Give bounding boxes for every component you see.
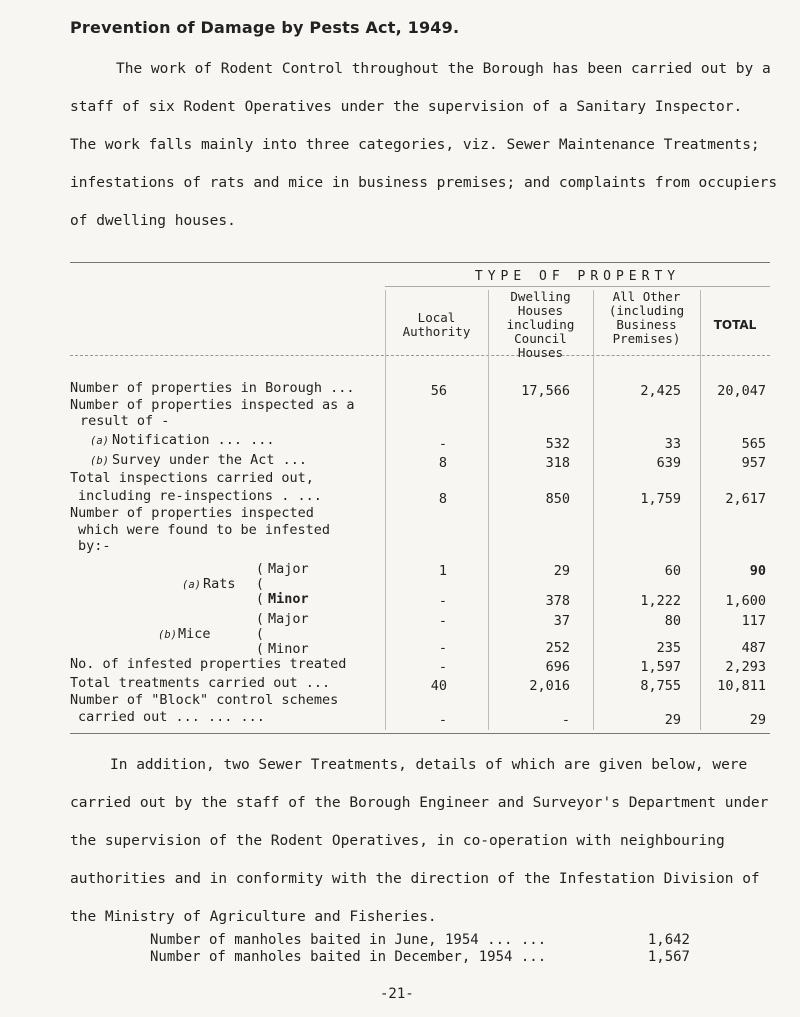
sub-label: Minor [268, 641, 309, 657]
header-line: Business [616, 317, 677, 332]
cell: 29 [749, 712, 766, 728]
cell: 235 [656, 640, 681, 656]
cell: 1,222 [640, 593, 681, 609]
cell: 378 [545, 593, 570, 609]
row-label: Number of properties in Borough ... [70, 380, 355, 396]
header-line: Council [514, 331, 567, 346]
cell: 37 [553, 613, 570, 629]
brace-left: ( ( ( [256, 612, 264, 657]
intro-line: The work falls mainly into three categories, viz. Sewer Maintenance Treatments; [70, 137, 760, 153]
row-label: Notification ... ... [112, 432, 275, 448]
cell: 29 [553, 563, 570, 579]
row-label: Mice [178, 626, 211, 642]
cell: 117 [741, 613, 766, 629]
cell: 2,293 [725, 659, 766, 675]
header-line: including [506, 317, 575, 332]
cell: 565 [741, 436, 766, 452]
column-header-other [593, 290, 700, 346]
row-label: including re-inspections . ... [78, 488, 322, 504]
header-line: Premises) [612, 331, 681, 346]
row-label: No. of infested properties treated [70, 656, 347, 672]
addition-line: the supervision of the Rodent Operatives, in co-operation with neighbouring [70, 833, 725, 849]
cell: 40 [430, 678, 447, 694]
header-line: Local [417, 310, 456, 325]
cell: - [438, 640, 447, 656]
row-mark: (a) [90, 435, 109, 447]
cell: 56 [430, 383, 447, 399]
cell: 850 [545, 491, 570, 507]
group-header-rule [385, 286, 770, 287]
row-label: Total inspections carried out, [70, 470, 314, 486]
table-top-rule [70, 262, 770, 263]
column-header-local [385, 311, 488, 339]
row-label: Survey under the Act ... [112, 452, 308, 468]
intro-line: The work of Rodent Control throughout the Borough has been carried out by a [116, 61, 771, 77]
cell: - [438, 659, 447, 675]
row-mark: (b) [90, 455, 109, 467]
cell: 2,617 [725, 491, 766, 507]
cell: 8,755 [640, 678, 681, 694]
cell: - [561, 712, 570, 728]
intro-paragraph [70, 50, 785, 240]
header-line: Houses [517, 345, 564, 360]
cell: 1,759 [640, 491, 681, 507]
cell: 639 [656, 455, 681, 471]
page-title: Prevention of Damage by Pests Act, 1949. [70, 18, 460, 37]
cell: 29 [664, 712, 681, 728]
manhole-value: 1,567 [647, 949, 690, 965]
cell: - [438, 712, 447, 728]
header-bottom-rule [70, 355, 770, 356]
cell: 1,600 [725, 593, 766, 609]
header-line: Houses [517, 303, 564, 318]
row-label: Number of properties inspected as a [70, 397, 355, 413]
sub-label: Major [268, 611, 309, 627]
cell: 17,566 [521, 383, 570, 399]
addition-line: the Ministry of Agriculture and Fisheries. [70, 909, 437, 925]
cell: 696 [545, 659, 570, 675]
cell: 1 [438, 563, 447, 579]
row-label: which were found to be infested [78, 522, 330, 538]
header-line: (including [608, 303, 685, 318]
row-label: Rats [203, 576, 236, 592]
cell: 20,047 [717, 383, 766, 399]
cell: 2,016 [529, 678, 570, 694]
row-label: Number of properties inspected [70, 505, 314, 521]
cell: 1,597 [640, 659, 681, 675]
sub-label: Minor [268, 591, 309, 607]
row-mark: (a) [182, 579, 201, 591]
sub-label: Major [268, 561, 309, 577]
cell: - [438, 613, 447, 629]
row-label: result of - [80, 413, 170, 429]
cell: 957 [741, 455, 766, 471]
row-label: carried out ... ... ... [78, 709, 265, 725]
cell: 8 [438, 491, 447, 507]
row-mark: (b) [158, 629, 177, 641]
cell: 90 [749, 563, 766, 579]
cell: 318 [545, 455, 570, 471]
manhole-value: 1,642 [647, 932, 690, 948]
cell: 80 [664, 613, 681, 629]
row-label: Total treatments carried out ... [70, 675, 331, 691]
addition-line: carried out by the staff of the Borough Engineer and Surveyor's Department under [70, 795, 769, 811]
cell: 8 [438, 455, 447, 471]
page-number: -21- [380, 986, 414, 1002]
intro-line: staff of six Rodent Operatives under the supervision of a Sanitary Inspector. [70, 99, 743, 115]
intro-line: infestations of rats and mice in business premises; and complaints from occupiers [70, 175, 778, 191]
header-line: All Other [612, 289, 681, 304]
cell: - [438, 436, 447, 452]
cell: 532 [545, 436, 570, 452]
cell: 252 [545, 640, 570, 656]
cell: 60 [664, 563, 681, 579]
cell: 10,811 [717, 678, 766, 694]
addition-line: authorities and in conformity with the direction of the Infestation Division of [70, 871, 760, 887]
column-header-dwelling [488, 290, 593, 360]
cell: - [438, 593, 447, 609]
table-bottom-rule [70, 733, 770, 734]
row-label: by:- [78, 538, 111, 554]
cell: 33 [664, 436, 681, 452]
row-label: Number of "Block" control schemes [70, 692, 339, 708]
cell: 2,425 [640, 383, 681, 399]
column-header-total: TOTAL [713, 318, 757, 332]
brace-left: ( ( ( [256, 562, 264, 607]
header-line: Dwelling [510, 289, 571, 304]
cell: 487 [741, 640, 766, 656]
header-line: Authority [402, 324, 471, 339]
manhole-label: Number of manholes baited in December, 1954 ... [150, 949, 547, 965]
addition-line: In addition, two Sewer Treatments, details of which are given below, were [110, 757, 748, 773]
group-header: TYPE OF PROPERTY [474, 269, 681, 284]
intro-line: of dwelling houses. [70, 213, 236, 229]
manhole-label: Number of manholes baited in June, 1954 ... ... [150, 932, 547, 948]
addition-paragraph [70, 746, 785, 936]
